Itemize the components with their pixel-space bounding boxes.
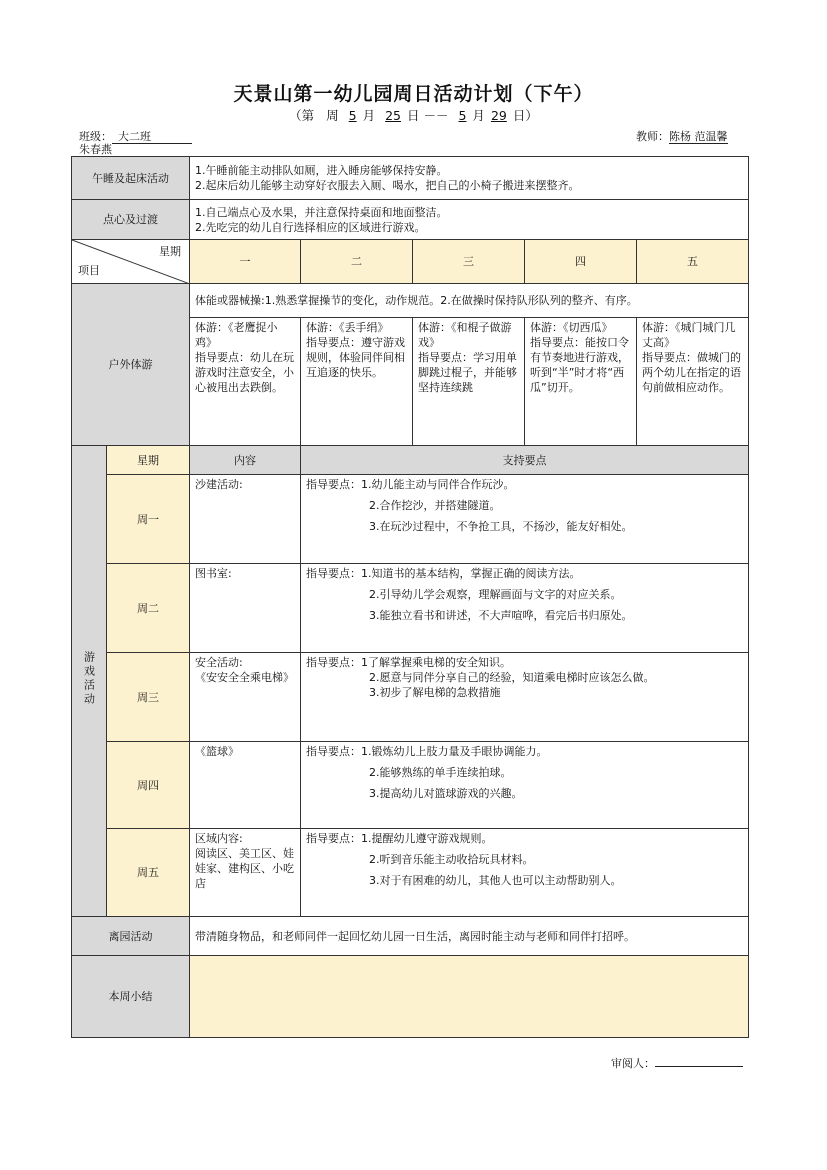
games-label-cell: [72, 446, 107, 917]
game-row: [72, 742, 749, 829]
game-point: 2.愿意与同伴分享自己的经验，知道乘电梯时应该怎么做。: [369, 671, 655, 684]
game-point: 3.提高幼儿对篮球游戏的兴趣。: [369, 787, 523, 800]
class-value: 大二班: [112, 130, 192, 144]
game-point: 2.合作挖沙，并搭建隧道。: [369, 499, 501, 512]
game-point: 指导要点：1.知道书的基本结构，掌握正确的阅读方法。: [306, 567, 581, 580]
day-header: 四: [525, 240, 637, 284]
reviewer-signature-line: [655, 1066, 743, 1067]
nap-label: 午睡及起床活动: [72, 157, 190, 200]
game-content: 《篮球》: [190, 742, 301, 829]
start-month: 5: [348, 108, 357, 123]
outdoor-exercise: 体能或器械操:1.熟悉掌握操节的变化，动作规范。2.在做操时保持队形队列的整齐、有序。: [190, 284, 749, 318]
plan-table: [71, 156, 749, 1038]
game-day: 周五: [107, 829, 190, 917]
game-row: [72, 475, 749, 564]
nap-line: 2.起床后幼儿能够主动穿好衣服去入厕、喝水，把自己的小椅子搬进来摆整齐。: [195, 179, 580, 192]
snack-line: 1.自己端点心及水果，并注意保持桌面和地面整洁。: [195, 205, 448, 219]
teacher-field: [636, 128, 728, 144]
subtitle-close: 日）: [512, 108, 538, 123]
day-header: 三: [413, 240, 525, 284]
date-range: [0, 106, 827, 124]
snack-line: 2.先吃完的幼儿自行选择相应的区域进行游戏。: [195, 220, 426, 234]
start-month-word: 月: [362, 108, 376, 123]
corner-weekday: 星期: [159, 245, 181, 258]
outdoor-exercise-row: [72, 284, 749, 318]
game-content: 沙建活动:: [190, 475, 301, 564]
game-day: 周一: [107, 475, 190, 564]
day-header: 一: [190, 240, 301, 284]
game-day: 周四: [107, 742, 190, 829]
corner-item: 项目: [78, 264, 100, 277]
nap-line: 1.午睡前能主动排队如厕，进入睡房能够保持安静。: [195, 164, 448, 177]
summary-label: 本周小结: [72, 956, 190, 1038]
game-point: 3.对于有困难的幼儿，其他人也可以主动帮助别人。: [369, 874, 622, 887]
game-points: [301, 742, 749, 829]
start-day: 25: [385, 108, 401, 123]
games-col-day: 星期: [107, 446, 190, 475]
weekday-header-row: [72, 240, 749, 284]
game-content: 图书室:: [190, 564, 301, 653]
game-points: [301, 829, 749, 917]
reviewer-field: [611, 1055, 743, 1071]
leave-text: 带清随身物品，和老师同伴一起回忆幼儿园一日生活，离园时能主动与老师和同伴打招呼。: [190, 917, 749, 956]
game-point: 指导要点：1了解掌握乘电梯的安全知识。: [306, 656, 511, 669]
game-point: 3.能独立看书和讲述，不大声喧哗，看完后书归原处。: [369, 609, 633, 622]
game-point: 指导要点：1.锻炼幼儿上肢力量及手眼协调能力。: [306, 745, 548, 758]
game-point: 2.听到音乐能主动收拾玩具材料。: [369, 853, 534, 866]
guide-prefix: 指导要点：: [306, 745, 361, 758]
summary-text: [190, 956, 749, 1038]
class-field: [79, 128, 192, 144]
game-day: 周二: [107, 564, 190, 653]
guide-prefix: 指导要点：: [306, 567, 361, 580]
nap-row: [72, 157, 749, 200]
leave-label: 离园活动: [72, 917, 190, 956]
snack-label: 点心及过渡: [72, 200, 190, 240]
game-point: 2.能够熟练的单手连续拍球。: [369, 766, 512, 779]
day-header: 二: [301, 240, 413, 284]
leave-row: [72, 917, 749, 956]
snack-content: [190, 200, 749, 240]
game-points: [301, 564, 749, 653]
diagonal-header-cell: [72, 240, 190, 284]
games-label: 游戏活动: [82, 651, 96, 707]
outdoor-game-tue: 体游：《丢手绢》 指导要点：遵守游戏规则，体验同伴间相互追逐的快乐。: [301, 318, 413, 446]
game-point: 指导要点：1.幼儿能主动与同伴合作玩沙。: [306, 478, 515, 491]
reviewer-label: 审阅人：: [611, 1057, 655, 1070]
subtitle-open: （第: [289, 108, 315, 123]
end-day: 29: [490, 108, 507, 123]
game-content: 安全活动: 《安安全全乘电梯》: [190, 653, 301, 742]
nap-content: [190, 157, 749, 200]
game-point: 指导要点：1.提醒幼儿遵守游戏规则。: [306, 832, 493, 845]
day-header: 五: [637, 240, 749, 284]
end-month: 5: [458, 108, 467, 123]
game-points: [301, 475, 749, 564]
end-month-word: 月: [472, 108, 485, 123]
week-word: 周: [326, 108, 339, 123]
extra-teacher: 朱春燕: [79, 143, 179, 157]
guide-prefix: 指导要点：: [306, 656, 361, 669]
summary-row: [72, 956, 749, 1038]
week-number: [314, 108, 326, 123]
games-col-content: 内容: [190, 446, 301, 475]
game-row: [72, 829, 749, 917]
game-day: 周三: [107, 653, 190, 742]
outdoor-game-mon: 体游：《老鹰捉小鸡》 指导要点：幼儿在玩游戏时注意安全，小心被甩出去跌倒。: [190, 318, 301, 446]
snack-row: [72, 200, 749, 240]
outdoor-game-fri: 体游：《城门城门几丈高》 指导要点：做城门的两个幼儿在指定的语句前做相应动作。: [637, 318, 749, 446]
games-col-support: 支持要点: [301, 446, 749, 475]
game-content: 区域内容: 阅读区、美工区、娃娃家、建构区、小吃店: [190, 829, 301, 917]
day-dash: 日 －－: [407, 108, 449, 123]
game-row: [72, 564, 749, 653]
page-title: 天景山第一幼儿园周日活动计划（下午）: [233, 83, 594, 105]
outdoor-game-thu: 体游：《切西瓜》 指导要点：能按口令有节奏地进行游戏，听到“半”时才将“西瓜”切开。: [525, 318, 637, 446]
teacher-value: 陈杨 范温馨: [669, 130, 728, 143]
guide-prefix: 指导要点：: [306, 832, 361, 845]
guide-prefix: 指导要点：: [306, 478, 361, 491]
game-point: 3.在玩沙过程中，不争抢工具，不扬沙，能友好相处。: [369, 520, 633, 533]
outdoor-label: 户外体游: [72, 284, 190, 446]
game-point: 3.初步了解电梯的急救措施: [369, 686, 501, 699]
games-header-row: [72, 446, 749, 475]
teacher-label: 教师：: [636, 130, 669, 143]
class-label: 班级：: [79, 130, 112, 143]
outdoor-game-wed: 体游：《和棍子做游戏》 指导要点：学习用单脚跳过棍子，并能够坚持连续跳: [413, 318, 525, 446]
game-points: [301, 653, 749, 742]
game-row: [72, 653, 749, 742]
game-point: 2.引导幼儿学会观察，理解画面与文字的对应关系。: [369, 588, 622, 601]
extra-teacher-field: [79, 143, 179, 157]
